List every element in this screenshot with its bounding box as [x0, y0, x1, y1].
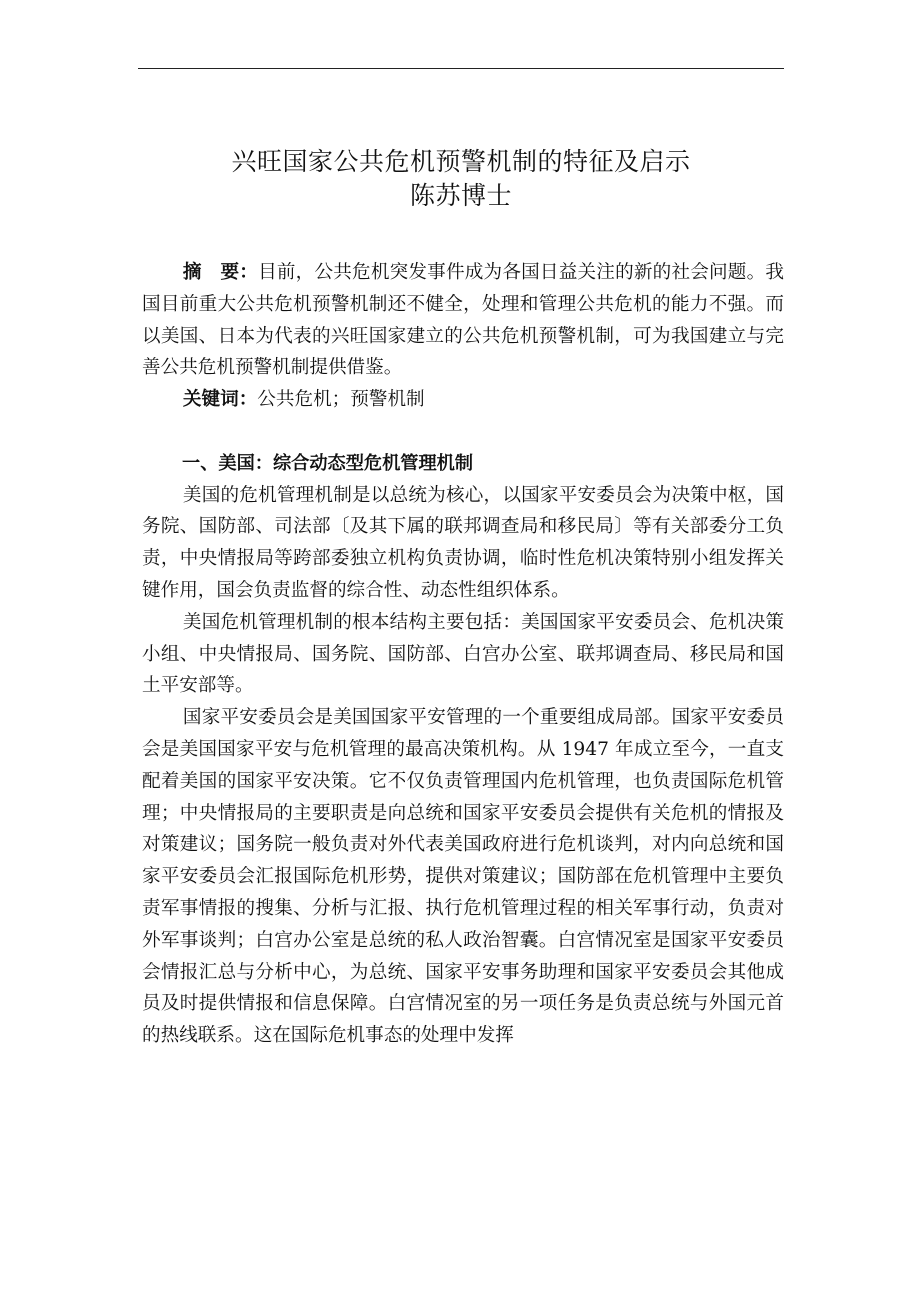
- body-paragraph: 美国危机管理机制的根本结构主要包括：美国国家平安委员会、危机决策小组、中央情报局、国务院、国防部、白宫办公室、联邦调查局、移民局和国土平安部等。: [142, 611, 784, 697]
- abstract-label: 摘 要：: [182, 262, 259, 283]
- header-rule: [138, 68, 784, 69]
- document-title: 兴旺国家公共危机预警机制的特征及启示: [231, 147, 691, 176]
- section-spacer: [142, 416, 784, 448]
- section-heading: 一、美国：综合动态型危机管理机制: [182, 452, 474, 474]
- document-author: 陈苏博士: [409, 181, 512, 210]
- body-paragraph: 美国的危机管理机制是以总统为核心，以国家平安委员会为决策中枢，国务院、国防部、司法部〔及其下属的联邦调查局和移民局〕等有关部委分工负责，中央情报局等跨部委独立机构负责协调，临时性危机决策特别小组发挥关键作用，国会负责监督的综合性、动态性组织体系。: [142, 484, 784, 601]
- keywords-paragraph: [142, 384, 784, 416]
- title-block: [138, 145, 784, 213]
- keywords-text: 公共危机；预警机制: [257, 389, 425, 411]
- abstract-text: 目前，公共危机突发事件成为各国日益关注的新的社会问题。我国目前重大公共危机预警机制还不健全，处理和管理公共危机的能力不强。而以美国、日本为代表的兴旺国家建立的公共危机预警机制，可为我国建立与完善公共危机预警机制提供借鉴。: [142, 262, 784, 379]
- body-paragraph: 国家平安委员会是美国国家平安管理的一个重要组成局部。国家平安委员会是美国国家平安与危机管理的最高决策机构。从 1947 年成立至今，一直支配着美国的国家平安决策。它不仅负责管理国内危机管理，也负责国际危机管理；中央情报局的主要职责是向总统和国家平安委员会提供有关危机的情报及对策建议；国务院一般负责对外代表美国政府进行危机谈判，对内向总统和国家平安委员会汇报国际危机形势，提供对策建议；国防部在危机管理中主要负责军事情报的搜集、分析与汇报、执行危机管理过程的相关军事行动，负责对外军事谈判；白宫办公室是总统的私人政治智囊。白宫情况室是国家平安委员会情报汇总与分析中心，为总统、国家平安事务助理和国家平安委员会其他成员及时提供情报和信息保障。白宫情况室的另一项任务是负责总统与外国元首的热线联系。这在国际危机事态的处理中发挥: [142, 707, 784, 1047]
- abstract-paragraph: [142, 257, 784, 384]
- keywords-label: 关键词：: [182, 389, 258, 411]
- document-body: [142, 257, 784, 1052]
